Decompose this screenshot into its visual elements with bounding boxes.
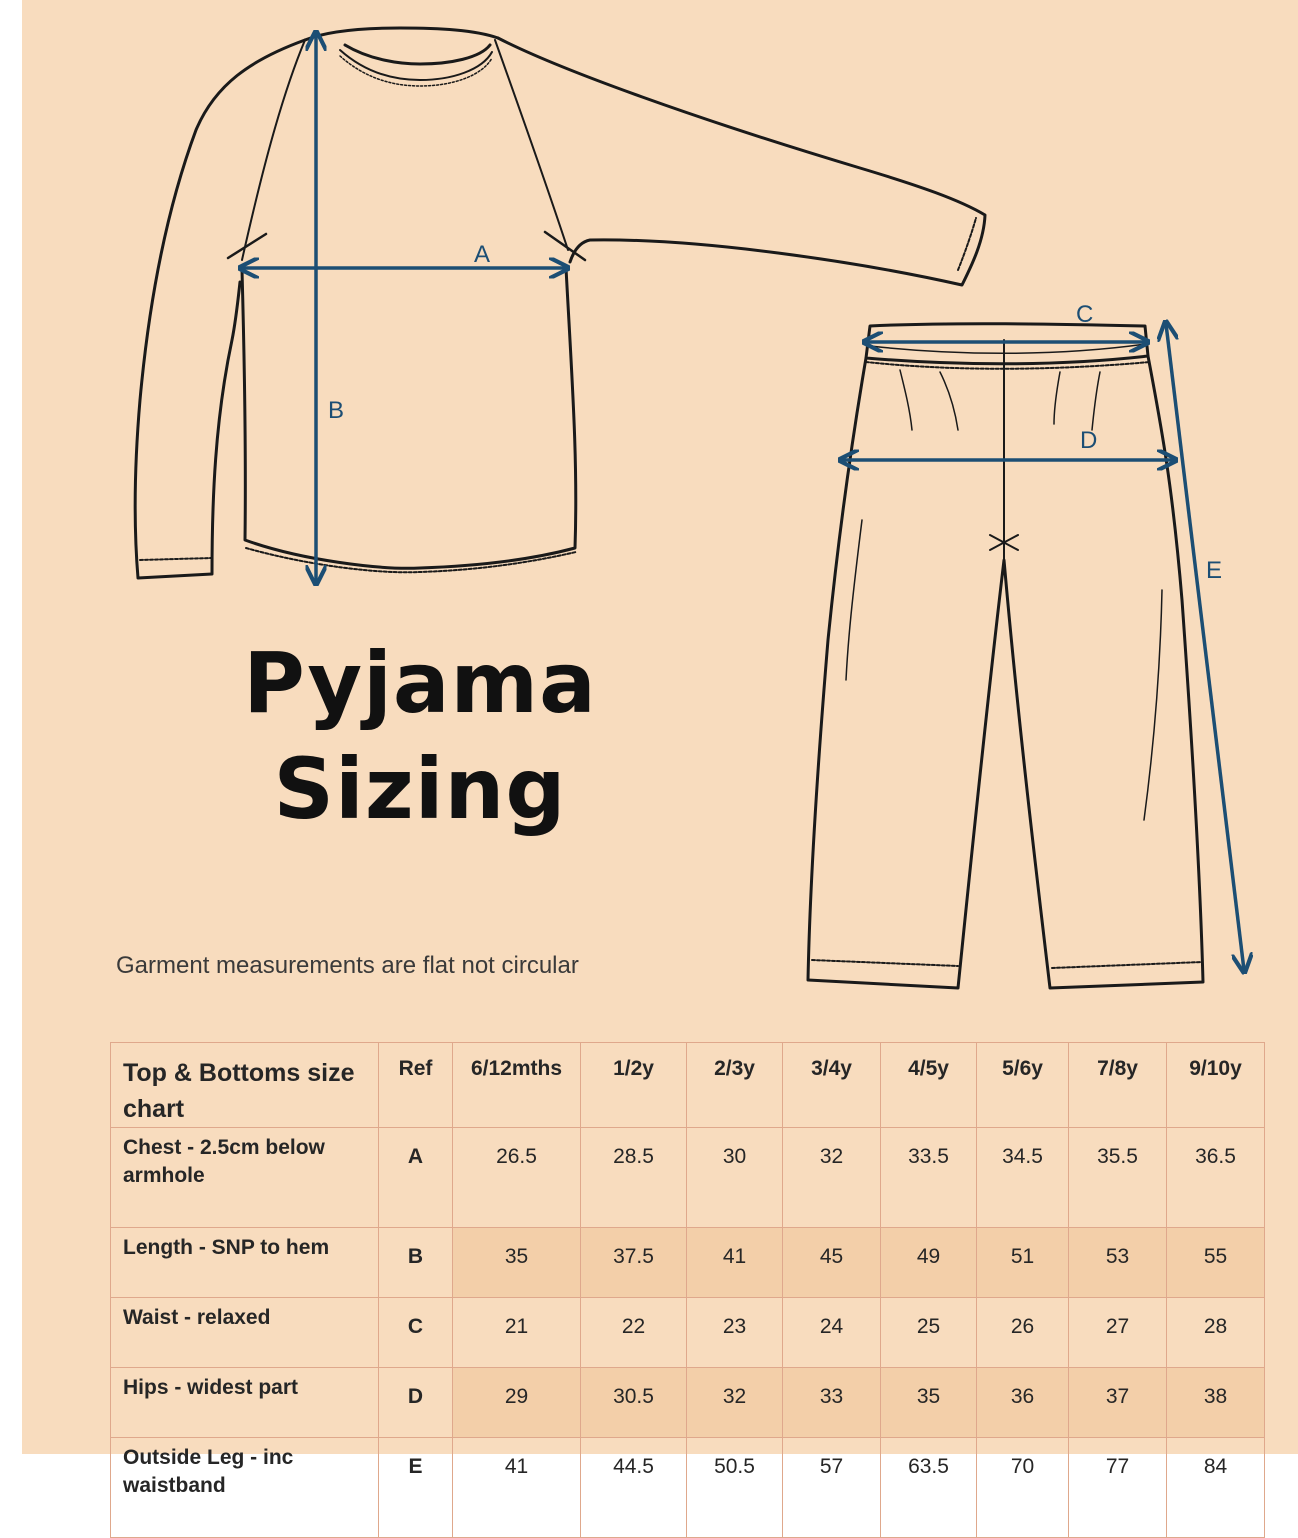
table-cell: 27 [1069,1298,1167,1368]
measurement-ref: D [379,1368,453,1438]
table-cell: 35 [881,1368,977,1438]
size-header: 7/8y [1069,1043,1167,1128]
table-cell: 35 [453,1228,581,1298]
table-cell: 30.5 [581,1368,687,1438]
table-cell: 34.5 [977,1128,1069,1228]
measurement-ref: C [379,1298,453,1368]
table-cell: 24 [783,1298,881,1368]
table-cell: 26.5 [453,1128,581,1228]
measurement-label: Chest - 2.5cm below armhole [111,1128,379,1228]
table-cell: 28.5 [581,1128,687,1228]
measure-label-e: E [1206,557,1223,584]
size-header: 4/5y [881,1043,977,1128]
measurement-label: Waist - relaxed [111,1298,379,1368]
table-cell: 57 [783,1438,881,1538]
table-cell: 26 [977,1298,1069,1368]
ref-header: Ref [379,1043,453,1128]
table-cell: 29 [453,1368,581,1438]
table-cell: 53 [1069,1228,1167,1298]
table-cell: 36.5 [1167,1128,1265,1228]
size-chart-table [110,1042,1265,1538]
size-header: 9/10y [1167,1043,1265,1128]
trousers-drawing [808,324,1203,988]
table-cell: 37 [1069,1368,1167,1438]
table-cell: 63.5 [881,1438,977,1538]
table-row [111,1128,1265,1228]
measurement-note: Garment measurements are flat not circular [116,952,579,979]
table-row [111,1228,1265,1298]
measurement-label: Hips - widest part [111,1368,379,1438]
table-cell: 35.5 [1069,1128,1167,1228]
table-cell: 70 [977,1438,1069,1538]
table-cell: 28 [1167,1298,1265,1368]
table-cell: 55 [1167,1228,1265,1298]
table-cell: 37.5 [581,1228,687,1298]
table-row [111,1298,1265,1368]
table-cell: 25 [881,1298,977,1368]
table-row [111,1438,1265,1538]
measure-label-b: B [328,397,345,424]
table-cell: 44.5 [581,1438,687,1538]
measurement-label: Outside Leg - inc waistband [111,1438,379,1538]
table-cell: 38 [1167,1368,1265,1438]
table-header-label: Top & Bottoms size chart [111,1043,379,1128]
size-header: 1/2y [581,1043,687,1128]
table-cell: 33 [783,1368,881,1438]
size-header: 6/12mths [453,1043,581,1128]
table-cell: 23 [687,1298,783,1368]
size-header: 5/6y [977,1043,1069,1128]
table-cell: 45 [783,1228,881,1298]
measure-label-c: C [1076,301,1094,328]
table-cell: 41 [453,1438,581,1538]
table-cell: 33.5 [881,1128,977,1228]
table-cell: 51 [977,1228,1069,1298]
top-measurement-lines [242,34,566,582]
measurement-ref: B [379,1228,453,1298]
table-row [111,1368,1265,1438]
table-cell: 30 [687,1128,783,1228]
top-garment-drawing [135,28,985,578]
title-line-2: Sizing [273,740,567,838]
table-cell: 77 [1069,1438,1167,1538]
table-cell: 84 [1167,1438,1265,1538]
table-cell: 32 [783,1128,881,1228]
measurement-ref: E [379,1438,453,1538]
table-header-row [111,1043,1265,1128]
outside-leg-measure-line [1166,324,1244,970]
table-cell: 36 [977,1368,1069,1438]
table-cell: 21 [453,1298,581,1368]
measurement-label: Length - SNP to hem [111,1228,379,1298]
trousers-measurement-lines [842,324,1244,970]
size-header: 3/4y [783,1043,881,1128]
measurement-ref: A [379,1128,453,1228]
measure-label-d: D [1080,427,1098,454]
title-line-1: Pyjama [243,634,597,732]
table-cell: 49 [881,1228,977,1298]
table-cell: 41 [687,1228,783,1298]
table-cell: 32 [687,1368,783,1438]
table-cell: 22 [581,1298,687,1368]
page-title [200,630,640,842]
size-header: 2/3y [687,1043,783,1128]
measure-label-a: A [474,241,491,268]
table-cell: 50.5 [687,1438,783,1538]
